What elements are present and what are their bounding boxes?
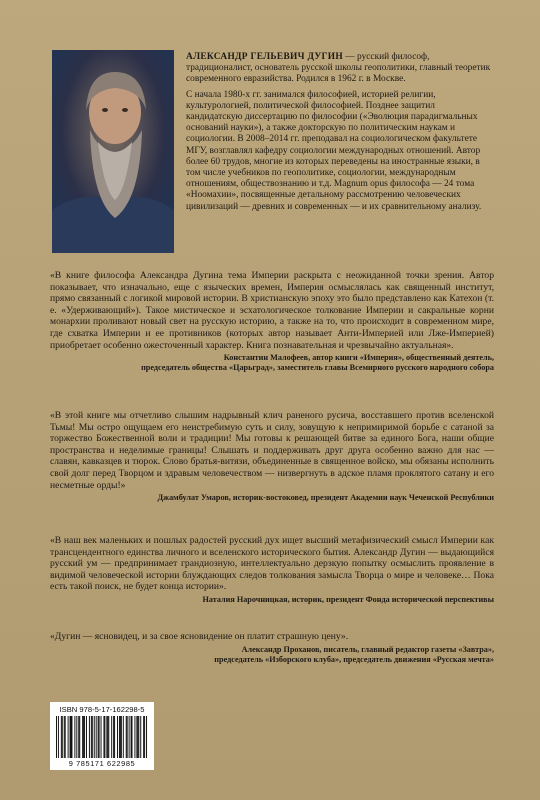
barcode-bar (107, 716, 108, 758)
barcode-bars (56, 716, 148, 758)
author-portrait-image (52, 50, 174, 253)
barcode-bar (134, 716, 135, 758)
barcode-bar (108, 716, 109, 758)
barcode-bar (71, 716, 72, 758)
quote-prokhanov (50, 631, 494, 665)
barcode-bar (56, 716, 57, 758)
barcode-bar (74, 716, 75, 758)
quote-text: «В наш век маленьких и пошлых радостей русский дух ищет высший метафизический смысл Империи как трансцендентного единства личного и вселенского исторического бытия. Александр Дугин — выдающийся русский ум — предпринимает грандиозную, интеллектуально дерзкую попытку осмыслить проявление в видимой человеческой истории блуждающих следов толкования замысла Творца о мире и человеке… Пока есть такой поиск, не будет конца истории». (50, 535, 494, 593)
barcode-bar (136, 716, 137, 758)
barcode-bar (126, 716, 127, 758)
ean-digits: 9 785171 622985 (68, 759, 136, 768)
quote-text: «В этой книге мы отчетливо слышим надрывный клич раненого русича, восставшего против вселенской Тьмы! Мы остро ощущаем его неистребимую суть и силу, зовущую к непримиримой борьбе с сатаной за торжество Божественной воли и традиции! Мы готовы к решающей битве за единого Бога, наши общие пространства и неделимые границы! Слышать и поддерживать друг друга особенно важно для нас — славян, кавказцев и тюрок. Слово братья-витязи, объединенные в священное войско, мы обязаны исполнить свой долг перед Творцом и здравым человечеством — низвергнуть в адское пламя проклятого сатану и его несметные орды!» (50, 410, 494, 491)
barcode-bar (78, 716, 79, 758)
barcode-bar (96, 716, 97, 758)
barcode-bar (143, 716, 144, 758)
barcode-bar (70, 716, 71, 758)
quote-narochnitskaya (50, 535, 494, 605)
barcode-bar (64, 716, 65, 758)
quote-text: «Дугин — ясновидец, и за свое ясновидение он платит страшную цену». (50, 631, 349, 642)
isbn-barcode (50, 702, 154, 770)
barcode-bar (101, 716, 102, 758)
barcode-bar (86, 716, 87, 758)
quote-attribution (50, 645, 494, 665)
barcode-bar (68, 716, 69, 758)
barcode-bar (84, 716, 85, 758)
quote-umarov (50, 410, 494, 503)
barcode-bar (82, 716, 83, 758)
author-bio-paragraph: С начала 1980-х гг. занимался философией, историей религии, культурологией, политической философией. Позднее защитил кандидатскую диссертацию по философии («Эволюция парадигмальных оснований науки»), а также докторскую по политическим наукам и социологии. В 2008–2014 гг. преподавал на социологическом факультете МГУ, возглавлял кафедру социологии международных отношений. Автор более 60 трудов, многие из которых переведены на иностранные языки, в том числе учебников по геополитике, социологии, международным отношениям, обществознанию и т.д. Magnum opus философа — 24 тома «Ноомахии», посвященные детальному рассмотрению человеческих цивилизаций — древних и современных — и их сравнительному анализу. (186, 89, 482, 212)
barcode-bar (138, 716, 139, 758)
barcode-bar (123, 716, 124, 758)
barcode-bar (137, 716, 138, 758)
quote-text: «В книге философа Александра Дугина тема Империи раскрыта с неожиданной точки зрения. Автор показывает, что изначально, еще с языческих времен, Империя осмыслялась как священный институт, прямо связанный с логикой мировой истории. В христианскую эпоху это было представлено как Катехон (т. е. «Удерживающий»). Такое мистическое и эсхатологическое толкование Империи и сакральные корни монархии проливают новый свет на русскую историю, а также на то, что происходит в современном мире, где схватка Империи и ее противников (которых автор называет Анти-Империей или Лже-Империей) приобретает особенно ожесточенный характер. Книга познавательная и чрезвычайно актуальная». (50, 270, 494, 351)
barcode-graphic (56, 716, 148, 758)
isbn-label: ISBN 978-5-17-162298-5 (59, 705, 145, 714)
barcode-bar (71, 716, 72, 758)
barcode-bar (106, 716, 107, 758)
barcode-bar (104, 716, 105, 758)
author-bio (186, 52, 492, 217)
barcode-bar (99, 716, 100, 758)
attribution-line: Константин Малофеев, автор книги «Империя», общественный деятель, (223, 353, 494, 363)
quote-malofeev (50, 270, 494, 373)
quote-attribution (50, 353, 494, 373)
barcode-bar (91, 716, 92, 758)
barcode-bar (89, 716, 90, 758)
author-name: АЛЕКСАНДР ГЕЛЬЕВИЧ ДУГИН (186, 52, 343, 62)
author-portrait (52, 50, 174, 253)
barcode-bar (146, 716, 147, 758)
barcode-bar (103, 716, 104, 758)
barcode-bar (132, 716, 133, 758)
author-bio-intro (186, 52, 492, 86)
barcode-bar (58, 716, 59, 758)
quote-attribution (50, 595, 494, 605)
attribution-line: председатель «Изборского клуба», председатель движения «Русская мечта» (214, 654, 494, 664)
barcode-bar (83, 716, 84, 758)
attribution-line: Джамбулат Умаров, историк-востоковед, президент Академии наук Чеченской Республики (157, 493, 494, 503)
barcode-bar (61, 716, 62, 758)
barcode-bar (127, 716, 128, 758)
author-intro-text: — русский философ, традиционалист, основатель русской школы геополитики, главный теоретик современного евразийства. Родился в 1962 г. в Москве. (186, 52, 491, 85)
barcode-bar (79, 716, 80, 758)
barcode-bar (92, 716, 93, 758)
attribution-line: Наталия Нарочницкая, историк, президент Фонда исторической перспективы (202, 594, 494, 604)
barcode-bar (65, 716, 66, 758)
barcode-bar (144, 716, 145, 758)
barcode-bar (121, 716, 122, 758)
attribution-line: Александр Проханов, писатель, главный редактор газеты «Завтра», (241, 644, 494, 654)
attribution-line: председатель общества «Царьград», заместитель главы Всемирного русского народного собора (141, 363, 494, 373)
barcode-bar (114, 716, 115, 758)
quote-attribution (50, 493, 494, 503)
barcode-bar (111, 716, 112, 758)
barcode-bar (94, 716, 95, 758)
barcode-bar (131, 716, 132, 758)
barcode-bar (113, 716, 114, 758)
barcode-bar (98, 716, 99, 758)
barcode-bar (62, 716, 63, 758)
barcode-bar (76, 716, 77, 758)
barcode-bar (140, 716, 141, 758)
barcode-bar (129, 716, 130, 758)
barcode-bar (120, 716, 121, 758)
barcode-bar (117, 716, 118, 758)
barcode-bar (119, 716, 120, 758)
